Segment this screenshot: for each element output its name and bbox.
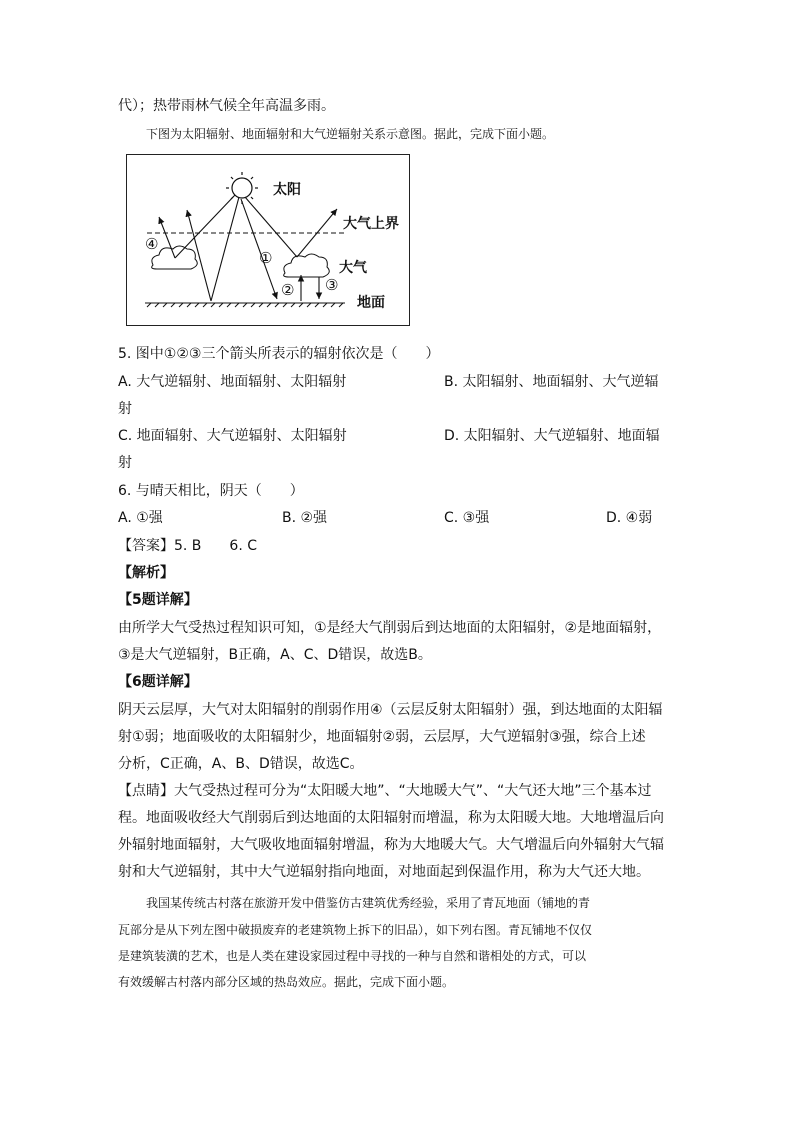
marker-4: ④ xyxy=(145,235,159,253)
tip-line: 【点睛】大气受热过程可分为“太阳暖大地”、“大地暖大气”、“大气还大地”三个基本过 xyxy=(118,783,652,799)
ground-label: 地面 xyxy=(357,295,385,311)
ray-to-left-cloud xyxy=(175,195,235,258)
q6-option-b: B. ②强 xyxy=(282,510,328,526)
figure-intro: 下图为太阳辐射、地面辐射和大气逆辐射关系示意图。据此，完成下面小题。 xyxy=(146,127,555,141)
q6-option-d: D. ④弱 xyxy=(606,510,653,526)
tip-line: 外辐射地面辐射，大气吸收地面辐射增温，称为大地暖大气。大气增温后向外辐射大气辐 xyxy=(118,837,664,853)
marker-1: ① xyxy=(259,249,273,267)
q5-option-b: B. 太阳辐射、地面辐射、大气逆辐 xyxy=(444,374,659,390)
q5-option-b-wrap: 射 xyxy=(118,401,132,417)
q5-detail-heading: 【5题详解】 xyxy=(118,592,198,608)
q5-detail-line: ③是大气逆辐射，B正确，A、C、D错误，故选B。 xyxy=(118,647,432,663)
ground-hatch xyxy=(145,303,345,307)
marker-3: ③ xyxy=(325,276,339,294)
tip-line: 射和大气逆辐射，其中大气逆辐射指向地面，对地面起到保温作用，称为大气还大地。 xyxy=(118,864,650,880)
right-cloud-icon xyxy=(284,254,330,277)
q6-option-c: C. ③强 xyxy=(444,510,490,526)
analysis-heading: 【解析】 xyxy=(118,565,174,581)
next-intro-line: 有效缓解古村落内部分区域的热岛效应。据此，完成下面小题。 xyxy=(118,975,455,989)
top-line: 代）；热带雨林气候全年高温多雨。 xyxy=(118,98,335,114)
marker-2: ② xyxy=(281,281,295,299)
ray-to-right-cloud xyxy=(245,197,297,257)
atmosphere-label: 大气 xyxy=(339,260,367,276)
q6-stem: 6. 与晴天相比，阴天（ ） xyxy=(118,483,304,499)
tip-line: 程。地面吸收经大气削弱后到达地面的太阳辐射而增温，称为太阳暖大地。大地增温后向 xyxy=(118,810,664,826)
sun-label: 太阳 xyxy=(273,182,301,198)
q6-detail-line: 阴天云层厚，大气对太阳辐射的削弱作用④（云层反射太阳辐射）强，到达地面的太阳辐 xyxy=(118,702,663,718)
ray-to-ground xyxy=(211,197,239,301)
answer-line: 【答案】5. B 6. C xyxy=(118,538,257,554)
q6-option-a: A. ①强 xyxy=(118,510,163,526)
next-intro-line: 是建筑装潢的艺术，也是人类在建设家园过程中寻找的一种与自然和谐相处的方式，可以 xyxy=(118,949,587,963)
radiation-diagram xyxy=(126,154,410,326)
q6-detail-line: 分析，C正确，A、B、D错误，故选C。 xyxy=(118,756,364,772)
q5-option-c: C. 地面辐射、大气逆辐射、太阳辐射 xyxy=(118,428,347,444)
q5-detail-line: 由所学大气受热过程知识可知，①是经大气削弱后到达地面的太阳辐射，②是地面辐射， xyxy=(118,620,662,636)
q5-stem: 5. 图中①②③三个箭头所表示的辐射依次是（ ） xyxy=(118,346,440,362)
next-intro-line: 瓦部分是从下列左图中破损废弃的老建筑物上拆下的旧品），如下列右图。青瓦铺地不仅仅 xyxy=(118,923,593,937)
q6-detail-line: 射①弱；地面吸收的太阳辐射少，地面辐射②弱，云层厚，大气逆辐射③强，综合上述 xyxy=(118,729,646,745)
q6-detail-heading: 【6题详解】 xyxy=(118,674,198,690)
upper-boundary-label: 大气上界 xyxy=(343,216,399,232)
q5-option-d-wrap: 射 xyxy=(118,455,132,471)
q5-option-a: A. 大气逆辐射、地面辐射、太阳辐射 xyxy=(118,374,347,390)
next-intro-line: 我国某传统古村落在旅游开发中借鉴仿古建筑优秀经验，采用了青瓦地面（铺地的青 xyxy=(146,896,591,910)
q5-option-d: D. 太阳辐射、大气逆辐射、地面辐 xyxy=(444,428,660,444)
